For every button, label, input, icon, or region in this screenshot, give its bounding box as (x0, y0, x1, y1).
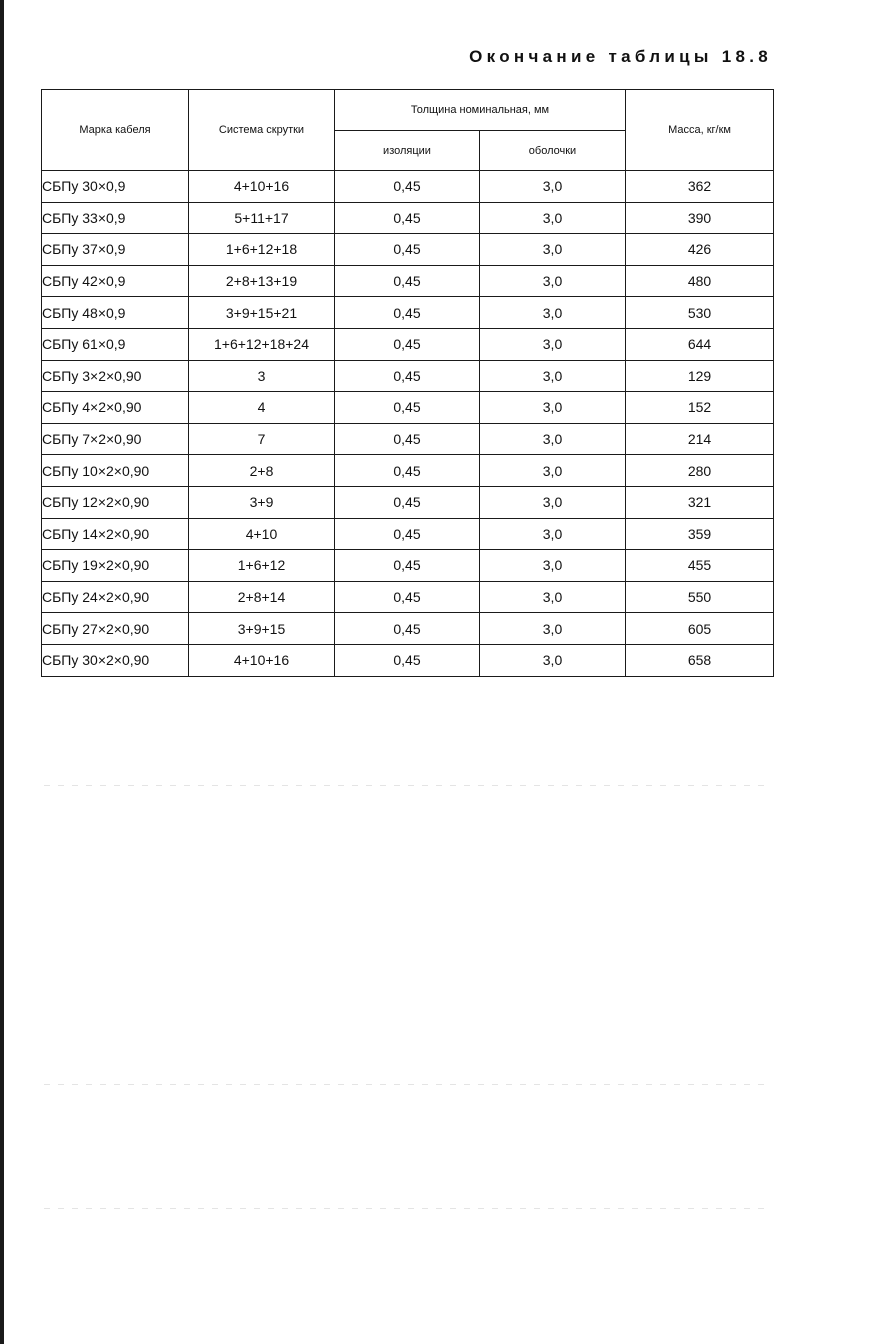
cell-sheath: 3,0 (480, 613, 626, 645)
cell-twist: 4+10 (189, 518, 335, 550)
header-thickness-group: Толщина номинальная, мм (335, 90, 626, 131)
table-row (42, 234, 774, 266)
scan-artifact-line (44, 785, 766, 786)
cell-twist: 5+11+17 (189, 202, 335, 234)
header-brand: Марка кабеля (42, 90, 189, 171)
cell-mass: 214 (626, 423, 774, 455)
table-row (42, 202, 774, 234)
table-row (42, 297, 774, 329)
cell-insulation: 0,45 (335, 392, 480, 424)
cell-insulation: 0,45 (335, 581, 480, 613)
header-sheath: оболочки (480, 131, 626, 171)
cell-insulation: 0,45 (335, 328, 480, 360)
cell-sheath: 3,0 (480, 550, 626, 582)
cell-insulation: 0,45 (335, 202, 480, 234)
cell-twist: 4+10+16 (189, 644, 335, 676)
cell-brand: СБПу 12×2×0,90 (42, 486, 189, 518)
cell-mass: 390 (626, 202, 774, 234)
cell-brand: СБПу 61×0,9 (42, 328, 189, 360)
cell-insulation: 0,45 (335, 518, 480, 550)
cell-sheath: 3,0 (480, 297, 626, 329)
cell-sheath: 3,0 (480, 518, 626, 550)
cell-mass: 321 (626, 486, 774, 518)
table-row (42, 171, 774, 203)
cell-brand: СБПу 24×2×0,90 (42, 581, 189, 613)
cell-twist: 2+8 (189, 455, 335, 487)
cell-twist: 7 (189, 423, 335, 455)
table-row (42, 265, 774, 297)
cell-brand: СБПу 14×2×0,90 (42, 518, 189, 550)
cell-twist: 1+6+12 (189, 550, 335, 582)
cell-mass: 129 (626, 360, 774, 392)
cell-insulation: 0,45 (335, 234, 480, 266)
cell-sheath: 3,0 (480, 455, 626, 487)
cell-sheath: 3,0 (480, 234, 626, 266)
cell-sheath: 3,0 (480, 265, 626, 297)
cell-twist: 2+8+13+19 (189, 265, 335, 297)
table-header (42, 90, 774, 171)
cell-brand: СБПу 27×2×0,90 (42, 613, 189, 645)
cell-brand: СБПу 4×2×0,90 (42, 392, 189, 424)
table-row (42, 328, 774, 360)
cell-twist: 3+9+15 (189, 613, 335, 645)
cell-insulation: 0,45 (335, 486, 480, 518)
cell-insulation: 0,45 (335, 297, 480, 329)
table-body (42, 171, 774, 677)
cell-insulation: 0,45 (335, 455, 480, 487)
table-row (42, 581, 774, 613)
cell-mass: 550 (626, 581, 774, 613)
scan-artifact-line (44, 1208, 766, 1209)
cell-mass: 280 (626, 455, 774, 487)
cell-brand: СБПу 7×2×0,90 (42, 423, 189, 455)
table-row (42, 550, 774, 582)
cell-sheath: 3,0 (480, 581, 626, 613)
cell-sheath: 3,0 (480, 486, 626, 518)
cell-insulation: 0,45 (335, 171, 480, 203)
cell-sheath: 3,0 (480, 423, 626, 455)
cell-sheath: 3,0 (480, 392, 626, 424)
cell-twist: 3+9 (189, 486, 335, 518)
cell-mass: 455 (626, 550, 774, 582)
cell-mass: 605 (626, 613, 774, 645)
cell-brand: СБПу 3×2×0,90 (42, 360, 189, 392)
cell-insulation: 0,45 (335, 423, 480, 455)
cell-brand: СБПу 10×2×0,90 (42, 455, 189, 487)
table-caption: Окончание таблицы 18.8 (469, 47, 772, 66)
table-row (42, 613, 774, 645)
cell-twist: 1+6+12+18 (189, 234, 335, 266)
scan-artifact-line (44, 1084, 766, 1085)
table-row (42, 644, 774, 676)
table-row (42, 455, 774, 487)
cell-insulation: 0,45 (335, 644, 480, 676)
cell-insulation: 0,45 (335, 613, 480, 645)
cell-mass: 426 (626, 234, 774, 266)
cell-sheath: 3,0 (480, 328, 626, 360)
cell-insulation: 0,45 (335, 265, 480, 297)
table-row (42, 486, 774, 518)
cell-mass: 359 (626, 518, 774, 550)
cable-table (41, 89, 774, 677)
table-row (42, 392, 774, 424)
cell-twist: 4+10+16 (189, 171, 335, 203)
cell-mass: 658 (626, 644, 774, 676)
cell-insulation: 0,45 (335, 550, 480, 582)
cell-twist: 3+9+15+21 (189, 297, 335, 329)
table-row (42, 360, 774, 392)
cell-twist: 4 (189, 392, 335, 424)
page-left-edge (0, 0, 4, 1344)
cell-sheath: 3,0 (480, 202, 626, 234)
cell-brand: СБПу 42×0,9 (42, 265, 189, 297)
cell-twist: 2+8+14 (189, 581, 335, 613)
cell-mass: 480 (626, 265, 774, 297)
cell-mass: 644 (626, 328, 774, 360)
cell-brand: СБПу 37×0,9 (42, 234, 189, 266)
cell-brand: СБПу 19×2×0,90 (42, 550, 189, 582)
header-twist: Система скрутки (189, 90, 335, 171)
cell-mass: 152 (626, 392, 774, 424)
cell-insulation: 0,45 (335, 360, 480, 392)
cell-brand: СБПу 48×0,9 (42, 297, 189, 329)
cell-brand: СБПу 30×2×0,90 (42, 644, 189, 676)
header-mass: Масса, кг/км (626, 90, 774, 171)
table-row (42, 518, 774, 550)
cell-mass: 530 (626, 297, 774, 329)
table-row (42, 423, 774, 455)
cell-sheath: 3,0 (480, 644, 626, 676)
cell-twist: 3 (189, 360, 335, 392)
cell-twist: 1+6+12+18+24 (189, 328, 335, 360)
cell-brand: СБПу 33×0,9 (42, 202, 189, 234)
cell-mass: 362 (626, 171, 774, 203)
header-insulation: изоляции (335, 131, 480, 171)
cell-sheath: 3,0 (480, 171, 626, 203)
cell-sheath: 3,0 (480, 360, 626, 392)
cell-brand: СБПу 30×0,9 (42, 171, 189, 203)
